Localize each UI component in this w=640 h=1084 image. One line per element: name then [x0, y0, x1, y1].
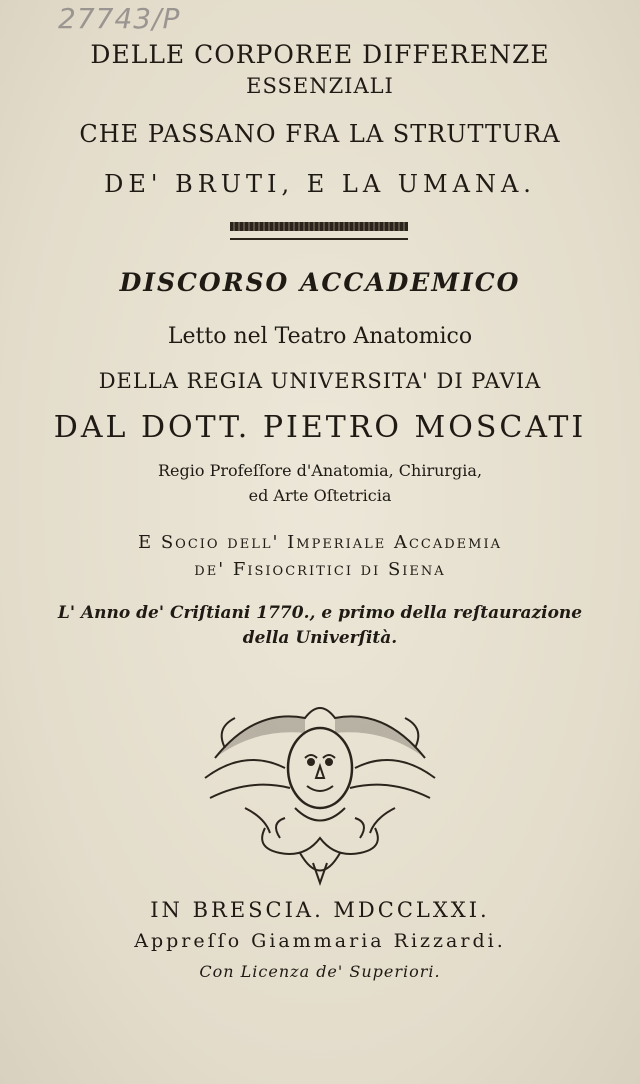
subtitle: DISCORSO ACCADEMICO — [119, 268, 521, 297]
university-line: DELLA REGIA UNIVERSITA' DI PAVIA — [98, 369, 542, 393]
ornamental-rule — [230, 222, 408, 231]
year-line-1: L' Anno de' Criſtiani 1770., e primo della reſtaurazione — [57, 603, 583, 623]
title-line-4: DE' BRUTI, E LA UMANA. — [104, 170, 536, 198]
grotesque-mask-vignette-icon — [195, 688, 445, 888]
author-title-line-1: Regio Profeſſore d'Anatomia, Chirurgia, — [157, 461, 483, 480]
manuscript-shelfmark: 27743/P — [58, 2, 181, 35]
academy-line-2: de' Fisiocritici di Siena — [194, 559, 446, 580]
academy-line-1: E Socio dell' Imperiale Accademia — [137, 532, 502, 553]
divider-rule — [230, 238, 408, 240]
imprint-license: Con Licenza de' Superiori. — [199, 962, 441, 981]
title-line-1: DELLE CORPOREE DIFFERENZE — [90, 40, 550, 69]
imprint-place: IN BRESCIA. MDCCLXXI. — [150, 898, 490, 922]
title-line-2: ESSENZIALI — [246, 74, 394, 98]
author-title-line-2: ed Arte Oſtetricia — [248, 486, 392, 505]
venue-line: Letto nel Teatro Anatomico — [167, 324, 473, 349]
imprint-printer: Appreſſo Giammaria Rizzardi. — [134, 930, 506, 952]
author-line: DAL DOTT. PIETRO MOSCATI — [53, 410, 587, 445]
title-line-3: CHE PASSANO FRA LA STRUTTURA — [79, 120, 561, 148]
year-line-2: della Univerſità. — [242, 628, 398, 648]
